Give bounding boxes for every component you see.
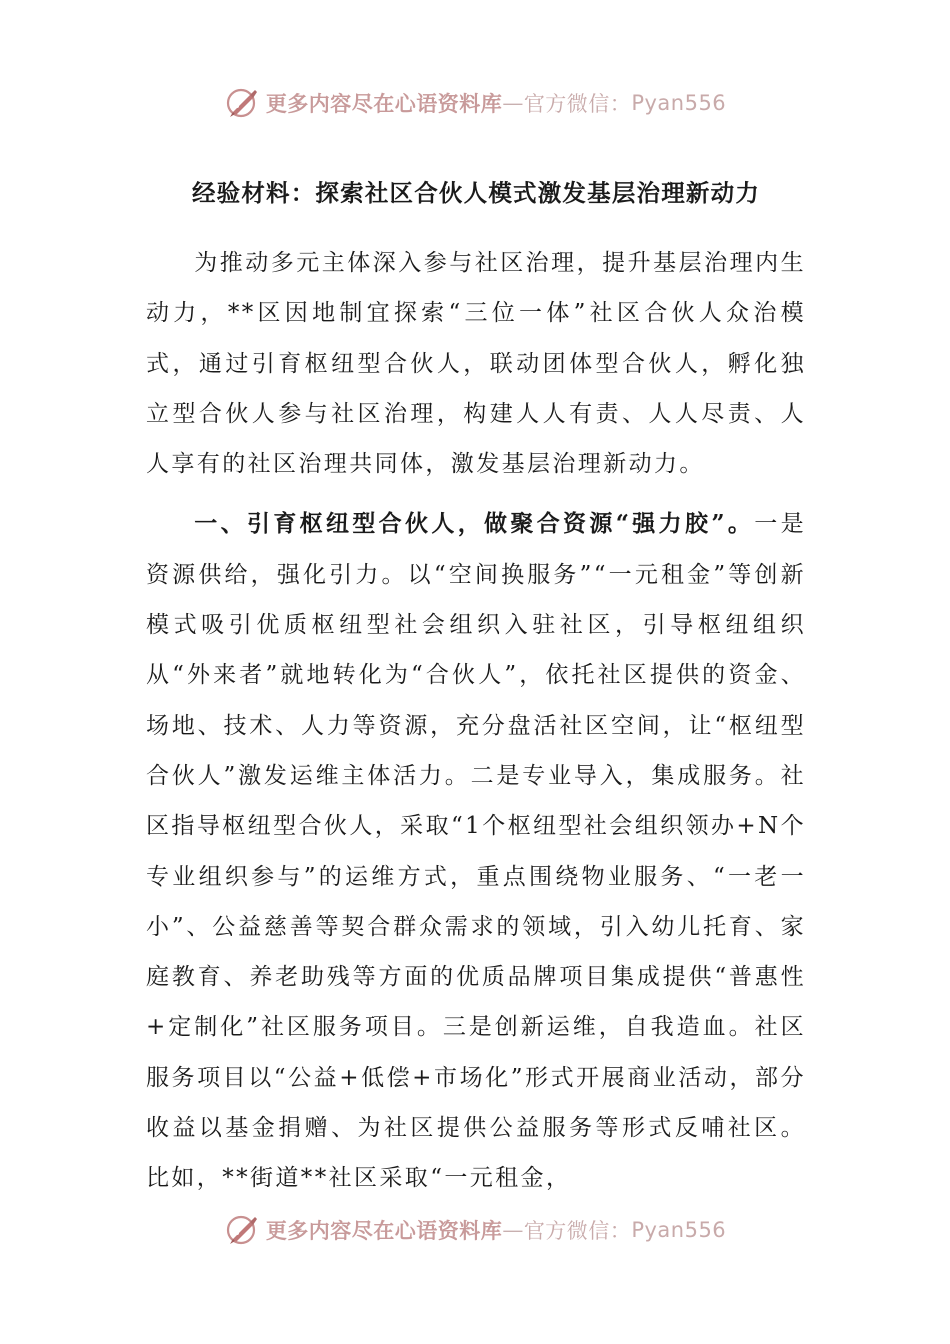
paragraph-text: 为推动多元主体深入参与社区治理，提升基层治理内生动力，**区因地制宜探索“三位一体”社区合伙人众治模式，通过引育枢纽型合伙人，联动团体型合伙人，孵化独立型合伙人参与社区治理，构建人人有责、人人尽责、人人享有的社区治理共同体，激发基层治理新动力。 <box>146 250 806 478</box>
banner-wechat-id: Pyan556 <box>631 91 727 115</box>
section-heading: 一、引育枢纽型合伙人，做聚合资源“强力胶”。 <box>194 510 755 538</box>
banner-wechat-label: 官方微信： <box>523 92 632 116</box>
banner-separator: — <box>502 1218 524 1242</box>
fountain-pen-seal-icon <box>224 1212 260 1248</box>
paragraph-section-1 <box>146 499 806 1203</box>
paragraph-intro <box>146 238 806 489</box>
paragraph-text: 一是资源供给，强化引力。以“空间换服务”“一元租金”等创新模式吸引优质枢纽型社会组织入驻社区，引导枢纽组织从“外来者”就地转化为“合伙人”，依托社区提供的资金、场地、技术、人力等资源，充分盘活社区空间，让“枢纽型合伙人”激发运维主体活力。二是专业导入，集成服务。社区指导枢纽型合伙人，采取“1个枢纽型社会组织领办+N个专业组织参与”的运维方式，重点围绕物业服务、“一老一小”、公益慈善等契合群众需求的领域，引入幼儿托育、家庭教育、养老助残等方面的优质品牌项目集成提供“普惠性+定制化”社区服务项目。三是创新运维，自我造血。社区服务项目以“公益+低偿+市场化”形式开展商业活动，部分收益以基金捐赠、为社区提供公益服务等形式反哺社区。比如，**街道**社区采取“一元租金， <box>146 511 806 1192</box>
banner-brand-text: 更多内容尽在心语资料库 <box>265 91 503 116</box>
header-banner <box>0 81 950 125</box>
banner-wechat-id: Pyan556 <box>631 1218 727 1242</box>
fountain-pen-seal-icon <box>224 85 260 121</box>
banner-brand-text: 更多内容尽在心语资料库 <box>265 1218 503 1243</box>
banner-wechat-label: 官方微信： <box>523 1219 632 1243</box>
footer-banner <box>0 1208 950 1252</box>
document-title: 经验材料：探索社区合伙人模式激发基层治理新动力 <box>191 179 761 207</box>
banner-separator: — <box>502 91 524 115</box>
document-body <box>146 168 806 1204</box>
